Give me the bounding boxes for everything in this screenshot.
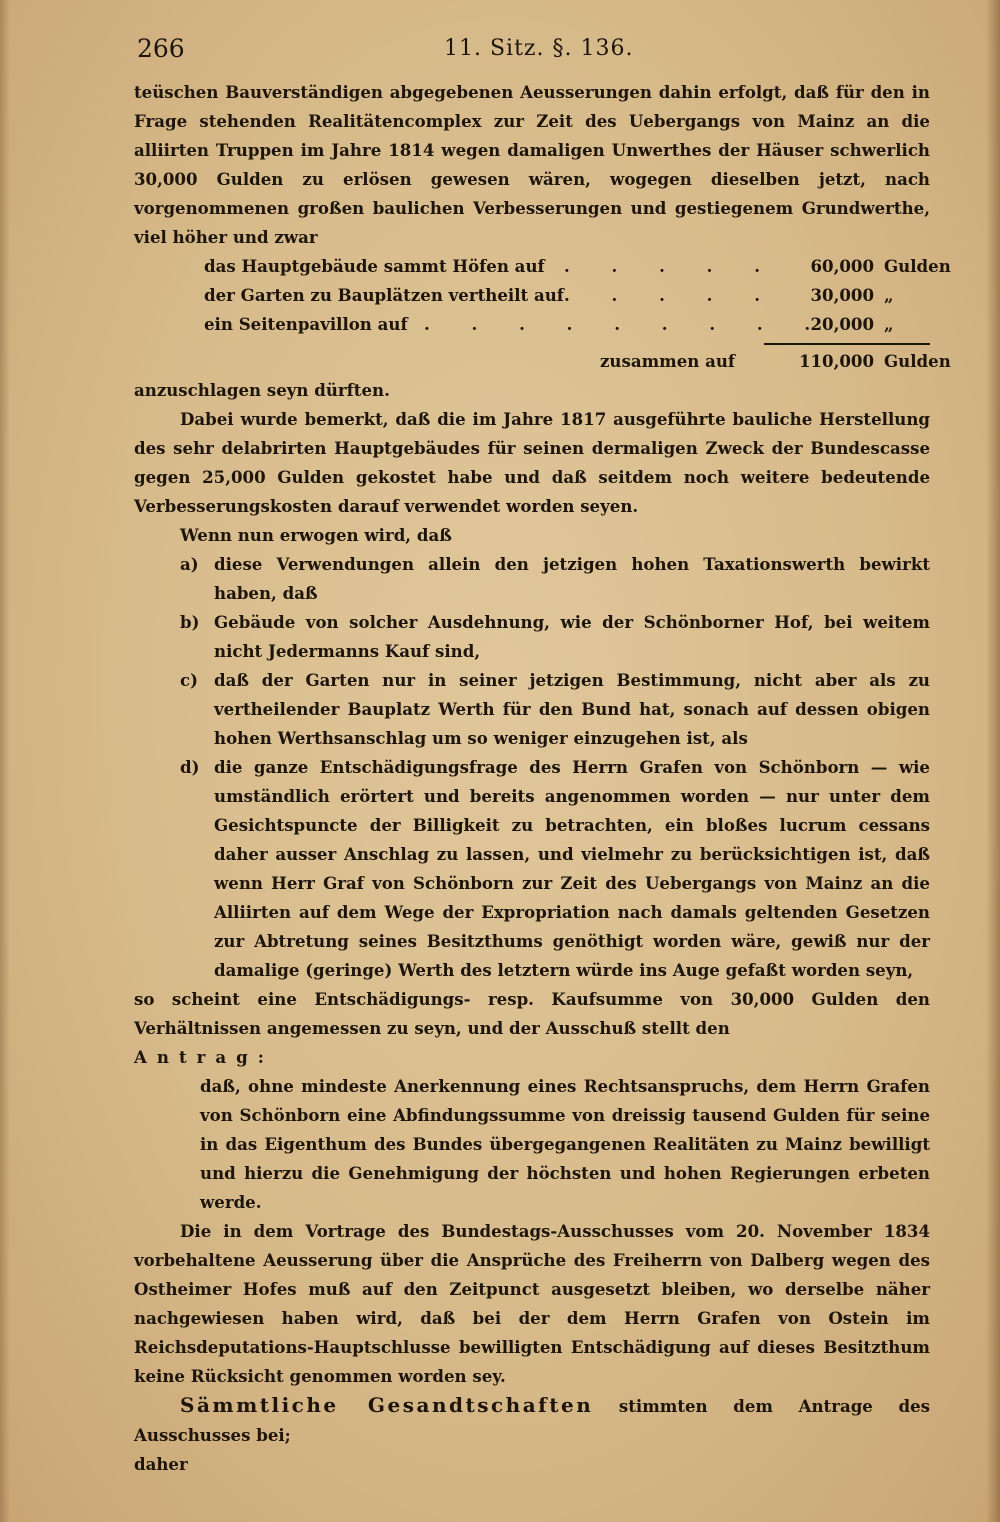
item-text: Gebäude von solcher Ausdehnung, wie der Schönborner Hof, bei weitem nicht Jedermanns Kauf sind,	[214, 612, 930, 661]
valuation-label: ein Seitenpavillon auf	[204, 314, 408, 334]
page-body	[134, 78, 951, 1479]
valuation-total-unit: Gulden	[884, 351, 951, 371]
valuation-total-row	[134, 339, 951, 376]
consideration-item	[134, 550, 930, 608]
paragraph-final	[134, 1391, 930, 1450]
paragraph-conclusion: so scheint eine Entschädigungs- resp. Kaufsumme von 30,000 Gulden den Verhältnissen angemessen zu seyn, und der Ausschuß stellt den	[134, 989, 930, 1038]
valuation-leader-dots: . . . . .	[564, 285, 778, 305]
final-last-line: daher	[134, 1454, 188, 1474]
paragraph-after-table: anzuschlagen seyn dürften.	[134, 380, 390, 400]
valuation-leader-dots: . . . . .	[564, 256, 778, 276]
running-title: 11. Sitz. §. 136.	[444, 36, 634, 61]
final-rest: stimmten dem Antrage des Ausschusses bei;	[134, 1396, 930, 1445]
valuation-value: 60,000	[810, 256, 874, 276]
item-text: diese Verwendungen allein den jetzigen hohen Taxationswerth bewirkt haben, daß	[214, 554, 930, 603]
item-letter: d)	[180, 757, 200, 777]
valuation-leader-dots: . . . . . . . . .	[424, 314, 829, 334]
sum-rule	[764, 343, 930, 345]
valuation-unit: Gulden	[884, 256, 951, 276]
item-letter: c)	[180, 670, 198, 690]
item-letter: a)	[180, 554, 199, 574]
page-edge-shadow-left	[0, 0, 10, 1522]
item-letter: b)	[180, 612, 200, 632]
paragraph-continuation: teüschen Bauverständigen abgegebenen Aeusserungen dahin erfolgt, daß für den in Frage stehenden Realitätencomplex zur Zeit des Uebergangs von Mainz an die alliirten Truppen im Jahre 1814 wegen damaligen Unwerthes der Häuser schwerlich 30,000 Gulden zu erlösen gewesen wären, wogegen dieselben jetzt, nach vorgenommenen großen baulichen Verbesserungen und gestiegenem Grundwerthe, viel höher und zwar	[134, 82, 930, 247]
page-edge-shadow-right	[986, 0, 1000, 1522]
paragraph-dalberg: Die in dem Vortrage des Bundestags-Ausschusses vom 20. November 1834 vorbehaltene Aeusserung über die Ansprüche des Freiherrn von Dalberg wegen des Ostheimer Hofes muß auf den Zeitpunct ausgesetzt bleiben, wo derselbe näher nachgewiesen haben wird, daß bei der dem Herrn Grafen von Ostein im Reichsdeputations-Hauptschlusse bewilligten Entschädigung auf dieses Besitzthum keine Rücksicht genommen worden sey.	[134, 1221, 930, 1386]
valuation-row	[134, 310, 930, 339]
valuation-row	[134, 281, 930, 310]
item-text: daß der Garten nur in seiner jetzigen Bestimmung, nicht aber als zu vertheilender Bauplatz Werth für den Bund hat, sonach auf dessen obigen hohen Werthsanschlag um so weniger einzugehen ist, als	[214, 670, 930, 748]
paragraph-considerations-intro: Wenn nun erwogen wird, daß	[180, 525, 452, 545]
valuation-total-label: zusammen auf	[600, 351, 736, 371]
paragraph-remark: Dabei wurde bemerkt, daß die im Jahre 1817 ausgeführte bauliche Herstellung des sehr delabrirten Hauptgebäudes für seinen dermaligen Zweck der Bundescasse gegen 25,000 Gulden gekostet habe und daß seitdem noch weitere bedeutende Verbesserungskosten darauf verwendet worden seyen.	[134, 409, 930, 516]
valuation-total-value: 110,000	[798, 351, 874, 371]
valuation-table	[134, 252, 951, 376]
page-number: 266	[137, 34, 185, 63]
antrag-heading: Antrag:	[134, 1047, 274, 1067]
valuation-label: der Garten zu Bauplätzen vertheilt auf	[204, 285, 564, 305]
valuation-value: 30,000	[810, 285, 874, 305]
consideration-item	[134, 608, 930, 666]
valuation-unit: „	[884, 285, 894, 305]
antrag-text: daß, ohne mindeste Anerkennung eines Rechtsanspruchs, dem Herrn Grafen von Schönborn eine Abfindungssumme von dreissig tausend Gulden für seine in das Eigenthum des Bundes übergegangenen Realitäten zu Mainz bewilligt und hierzu die Genehmigung der höchsten und hohen Regierungen erbeten werde.	[200, 1076, 930, 1212]
valuation-unit: „	[884, 314, 894, 334]
valuation-label: das Hauptgebäude sammt Höfen auf	[204, 256, 545, 276]
consideration-item	[134, 753, 930, 985]
item-text: die ganze Entschädigungsfrage des Herrn Grafen von Schönborn — wie umständlich erörtert und bereits angenommen worden — nur unter dem Gesichtspuncte der Billigkeit zu betrachten, ein bloßes lucrum cessans daher ausser Anschlag zu lassen, und vielmehr zu berücksichtigen ist, daß wenn Herr Graf von Schönborn zur Zeit des Uebergangs von Mainz an die Alliirten auf dem Wege der Expropriation nach damals geltenden Gesetzen zur Abtretung seines Besitzthums genöthigt worden wäre, gewiß nur der damalige (geringe) Werth des letztern würde ins Auge gefaßt worden seyn,	[214, 757, 930, 980]
page-header	[0, 34, 1000, 68]
valuation-row	[134, 252, 951, 281]
spaced-emphasis: Sämmtliche Gesandtschaften	[180, 1393, 594, 1417]
consideration-item	[134, 666, 930, 753]
valuation-value: 20,000	[810, 314, 874, 334]
